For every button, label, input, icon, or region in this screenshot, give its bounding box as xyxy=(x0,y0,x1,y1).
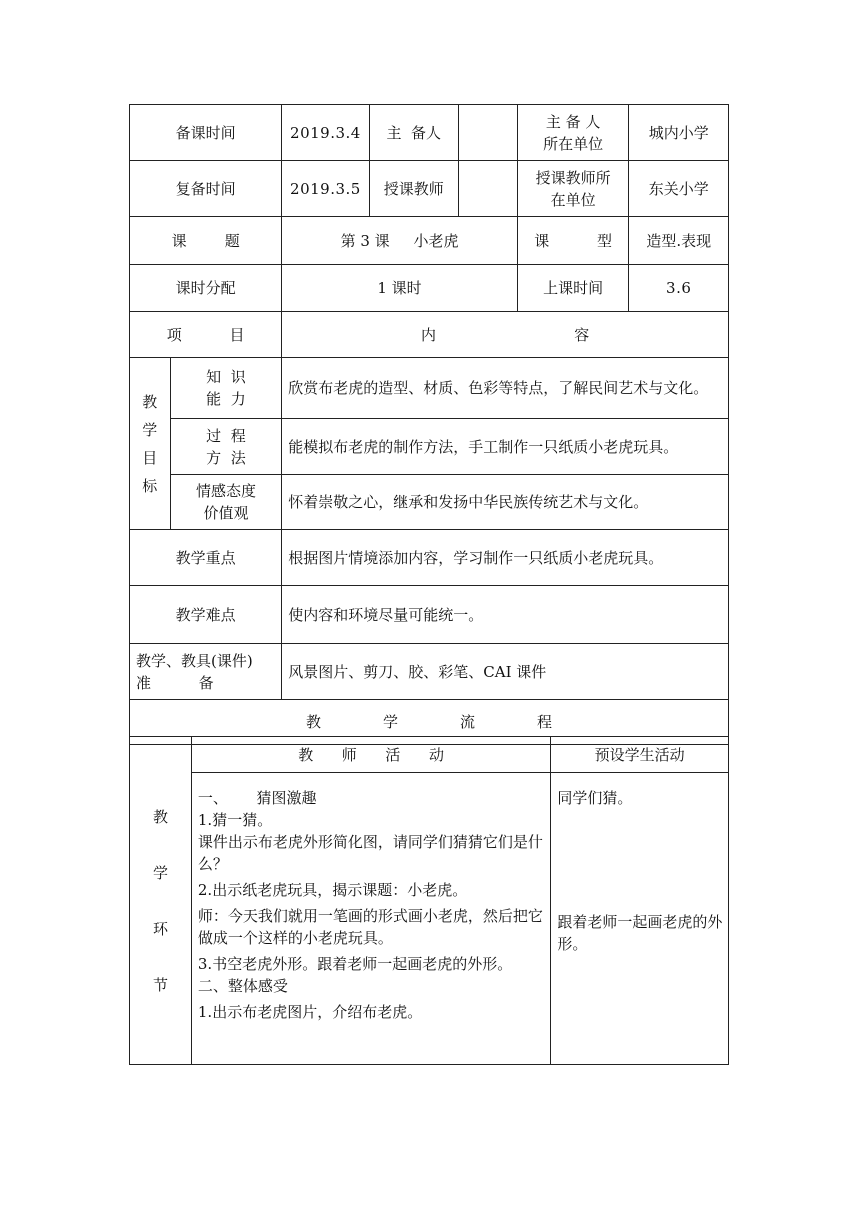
teacher-line: 二、整体感受 xyxy=(197,977,288,995)
teacher-unit-value: 东关小学 xyxy=(629,161,729,217)
goal-row-emotion xyxy=(130,475,729,530)
hours-label: 课时分配 xyxy=(130,265,282,312)
hours-value: 1 课时 xyxy=(282,265,518,312)
prep-time-row xyxy=(130,105,729,161)
student-activity-header: 预设学生活动 xyxy=(551,737,729,773)
difficulties-row xyxy=(130,586,729,644)
key-points-text: 根据图片情境添加内容，学习制作一只纸质小老虎玩具。 xyxy=(282,530,729,586)
type-value: 造型.表现 xyxy=(629,217,729,265)
teacher-line: 师：今天我们就用一笔画的形式画小老虎，然后把它做成一个这样的小老虎玩具。 xyxy=(197,907,543,947)
goal-row-process xyxy=(130,419,729,475)
process-section-label: 教 学 环 节 xyxy=(130,737,192,1065)
teacher-activity-cell xyxy=(191,773,550,1065)
hours-row xyxy=(130,265,729,312)
re-prep-time-label: 复备时间 xyxy=(130,161,282,217)
main-preparer-label: 主 备人 xyxy=(369,105,458,161)
teacher-line: 1.猜一猜。 xyxy=(197,811,273,829)
re-prep-date: 2019.3.5 xyxy=(282,161,369,217)
process-content-row xyxy=(130,773,729,1065)
prep-materials-text: 风景图片、剪刀、胶、彩笔、CAI 课件 xyxy=(282,644,729,700)
teacher-line: 3.书空老虎外形。跟着老师一起画老虎的外形。 xyxy=(197,955,513,973)
main-preparer-value xyxy=(458,105,517,161)
goal-text-emotion: 怀着崇敬之心，继承和发扬中华民族传统艺术与文化。 xyxy=(282,475,729,530)
prep-materials-row xyxy=(130,644,729,700)
prep-time-label: 备课时间 xyxy=(130,105,282,161)
student-line: 同学们猜。 xyxy=(557,789,633,807)
goal-label-process: 过 程 方 法 xyxy=(170,419,282,475)
teacher-line: 课件出示布老虎外形简化图，请同学们猜猜它们是什么？ xyxy=(197,833,543,873)
type-label: 课 型 xyxy=(517,217,629,265)
process-header-row xyxy=(130,737,729,773)
goals-section-label: 教 学 目 标 xyxy=(130,358,171,530)
re-prep-time-row xyxy=(130,161,729,217)
prep-materials-label: 教学、教具(课件) 准 备 xyxy=(130,644,282,700)
item-header: 项 目 xyxy=(130,312,282,358)
goal-label-knowledge: 知 识 能 力 xyxy=(170,358,282,419)
preparer-unit-value: 城内小学 xyxy=(629,105,729,161)
goal-text-process: 能模拟布老虎的制作方法，手工制作一只纸质小老虎玩具。 xyxy=(282,419,729,475)
difficulties-text: 使内容和环境尽量可能统一。 xyxy=(282,586,729,644)
student-line: 跟着老师一起画老虎的外形。 xyxy=(557,913,723,953)
topic-value: 第 3 课 小老虎 xyxy=(282,217,518,265)
student-activity-cell xyxy=(551,773,729,1065)
key-points-row xyxy=(130,530,729,586)
class-time-label: 上课时间 xyxy=(517,265,629,312)
teaching-process-table xyxy=(129,736,729,1065)
topic-row xyxy=(130,217,729,265)
process-title: 教 学 流 程 xyxy=(130,700,729,745)
goal-text-knowledge: 欣赏布老虎的造型、材质、色彩等特点，了解民间艺术与文化。 xyxy=(282,358,729,419)
goal-row-knowledge xyxy=(130,358,729,419)
lesson-info-table xyxy=(129,104,729,745)
teacher-value xyxy=(458,161,517,217)
teacher-line: 2.出示纸老虎玩具，揭示课题：小老虎。 xyxy=(197,881,468,899)
prep-date: 2019.3.4 xyxy=(282,105,369,161)
teacher-line: 一、 猜图激趣 xyxy=(197,789,317,807)
goal-label-emotion: 情感态度 价值观 xyxy=(170,475,282,530)
difficulties-label: 教学难点 xyxy=(130,586,282,644)
key-points-label: 教学重点 xyxy=(130,530,282,586)
topic-label: 课 题 xyxy=(130,217,282,265)
teacher-label: 授课教师 xyxy=(369,161,458,217)
teacher-line: 1.出示布老虎图片，介绍布老虎。 xyxy=(197,1003,423,1021)
teacher-activity-header: 教 师 活 动 xyxy=(191,737,550,773)
teacher-unit-label: 授课教师所 在单位 xyxy=(517,161,629,217)
preparer-unit-label: 主 备 人 所在单位 xyxy=(517,105,629,161)
item-content-header-row xyxy=(130,312,729,358)
content-header: 内 容 xyxy=(282,312,729,358)
class-time-value: 3.6 xyxy=(629,265,729,312)
